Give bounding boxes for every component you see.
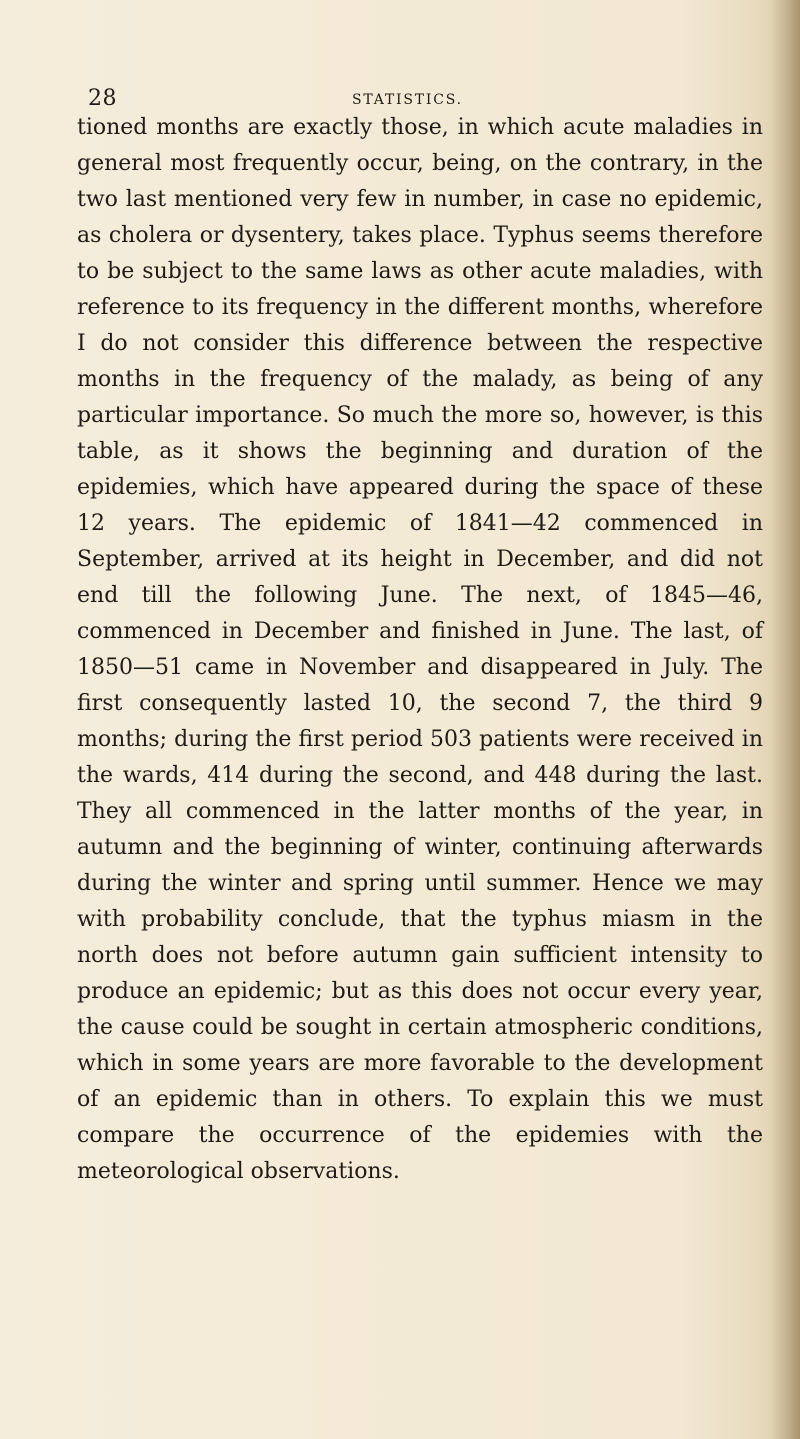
- running-head: STATISTICS.: [352, 92, 463, 108]
- page-edge-shadow: [770, 0, 800, 1439]
- page-number: 28: [88, 86, 117, 111]
- body-paragraph: tioned months are exactly those, in which acute maladies in general most frequently occur, being, on the contrary, in the two last mentioned very few in number, in case no epidemic, as cholera or dysentery, takes place. Typhus seems therefore to be subject to the same laws as other acute maladies, with reference to its frequency in the different months, wherefore I do not consider this difference between the respective months in the frequency of the malady, as being of any particular importance. So much the more so, however, is this table, as it shows the beginning and duration of the epidemies, which have appeared during the space of these 12 years. The epidemic of 1841—42 commenced in September, arrived at its height in December, and did not end till the following June. The next, of 1845—46, commenced in December and finished in June. The last, of 1850—51 came in November and disappeared in July. The first consequently lasted 10, the second 7, the third 9 months; during the first period 503 patients were received in the wards, 414 during the second, and 448 during the last. They all commenced in the latter months of the year, in autumn and the beginning of winter, continuing afterwards during the winter and spring until summer. Hence we may with probability conclude, that the typhus miasm in the north does not before autumn gain sufficient intensity to produce an epidemic; but as this does not occur every year, the cause could be sought in certain atmospheric conditions, which in some years are more favorable to the development of an epidemic than in others. To explain this we must compare the occurrence of the epidemies with the meteorological observations.: [77, 115, 763, 1184]
